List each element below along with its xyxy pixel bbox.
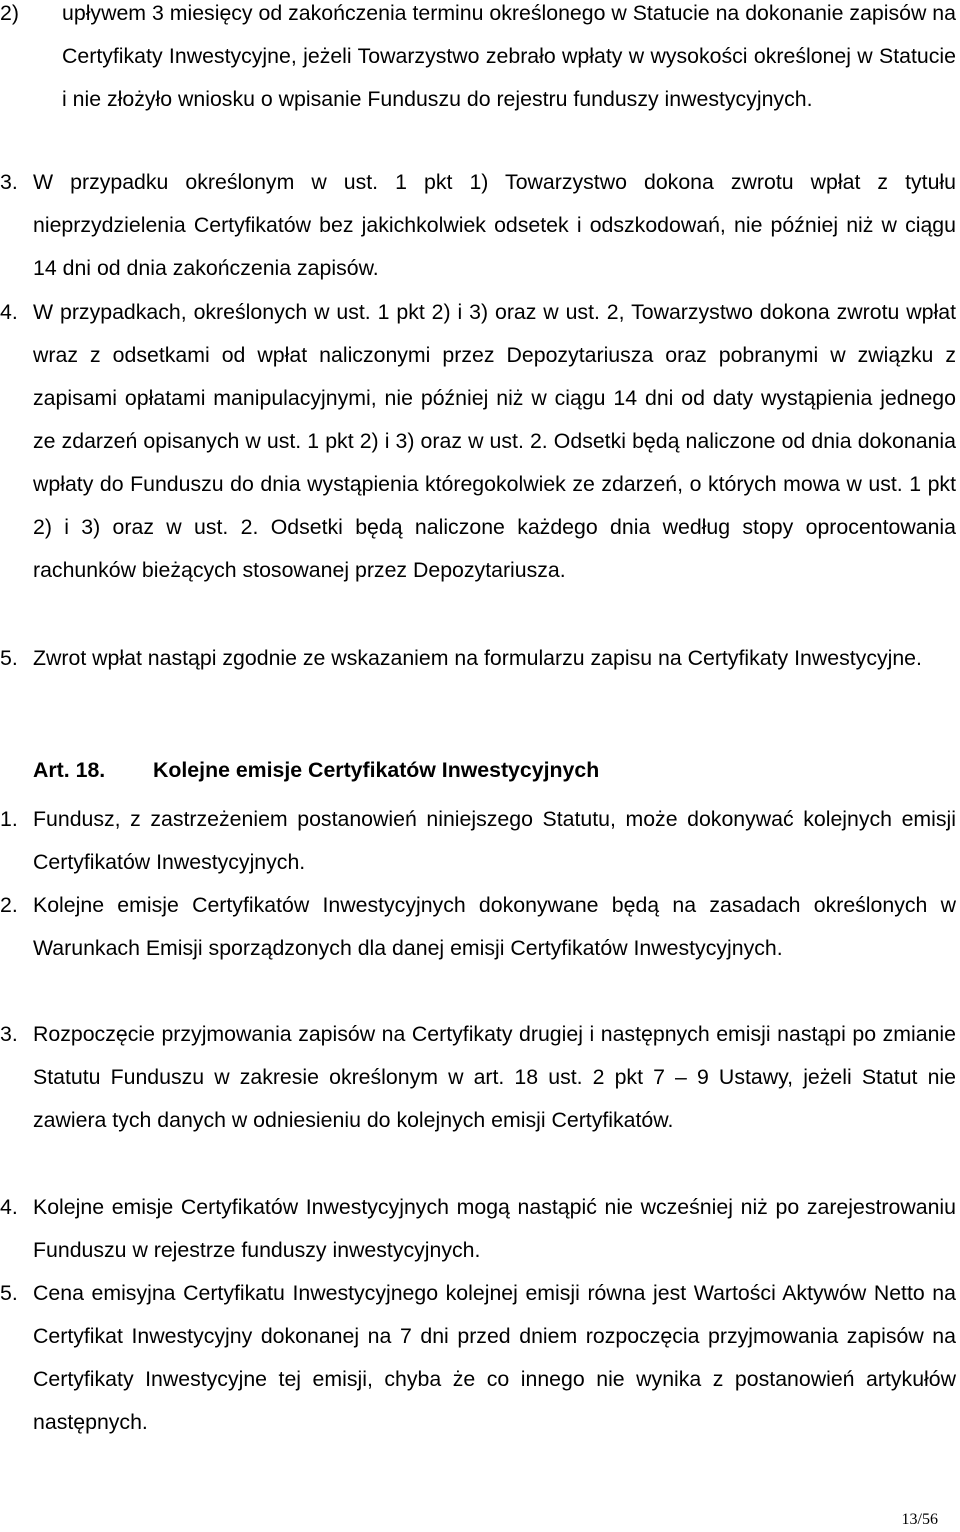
list-item bbox=[0, 798, 960, 884]
item-text: Cena emisyjna Certyfikatu Inwestycyjnego kolejnej emisji równa jest Wartości Aktywów Netto na Certyfikat Inwestycyjny dokonanej na 7 dni przed dniem rozpoczęcia przyjmowania zapisów na Certyfikaty Inwestycyjne tej emisji, chyba że co innego nie wynika z postanowień artykułów następnych. bbox=[33, 1281, 956, 1434]
item-text: upływem 3 miesięcy od zakończenia terminu określonego w Statucie na dokonanie zapisów na Certyfikaty Inwestycyjne, jeżeli Towarzystwo zebrało wpłaty w wysokości określonej w Statucie i nie złożyło wniosku o wpisanie Funduszu do rejestru funduszy inwestycyjnych. bbox=[62, 1, 956, 111]
page-number: 13/56 bbox=[901, 1511, 938, 1528]
item-text: Fundusz, z zastrzeżeniem postanowień niniejszego Statutu, może dokonywać kolejnych emisji Certyfikatów Inwestycyjnych. bbox=[33, 807, 956, 874]
list-item bbox=[0, 161, 960, 290]
item-text: W przypadku określonym w ust. 1 pkt 1) Towarzystwo dokona zwrotu wpłat z tytułu nieprzydzielenia Certyfikatów bez jakichkolwiek odsetek i odszkodowań, nie później niż w ciągu 14 dni od dnia zakończenia zapisów. bbox=[33, 170, 956, 280]
list-item bbox=[0, 1186, 960, 1272]
list-item bbox=[0, 1013, 960, 1142]
list-item bbox=[0, 1272, 960, 1444]
list-item bbox=[0, 291, 960, 592]
item-number: 1. bbox=[0, 807, 18, 831]
item-text: Zwrot wpłat nastąpi zgodnie ze wskazaniem na formularzu zapisu na Certyfikaty Inwestycyjne. bbox=[33, 646, 922, 670]
item-text: Kolejne emisje Certyfikatów Inwestycyjnych dokonywane będą na zasadach określonych w Warunkach Emisji sporządzonych dla danej emisji Certyfikatów Inwestycyjnych. bbox=[33, 893, 956, 960]
article-heading bbox=[0, 749, 960, 792]
item-number: 5. bbox=[0, 646, 18, 670]
list-item bbox=[0, 0, 960, 121]
item-text: Rozpoczęcie przyjmowania zapisów na Certyfikaty drugiej i następnych emisji nastąpi po zmianie Statutu Funduszu w zakresie określonym w art. 18 ust. 2 pkt 7 – 9 Ustawy, jeżeli Statut nie zawiera tych danych w odniesieniu do kolejnych emisji Certyfikatów. bbox=[33, 1022, 956, 1132]
article-title: Kolejne emisje Certyfikatów Inwestycyjnych bbox=[153, 758, 600, 782]
list-item bbox=[0, 637, 960, 680]
item-number: 3. bbox=[0, 1022, 18, 1046]
item-number: 4. bbox=[0, 300, 18, 324]
article-number: Art. 18. bbox=[33, 758, 106, 782]
item-number: 5. bbox=[0, 1281, 18, 1305]
list-item bbox=[0, 884, 960, 970]
item-number: 3. bbox=[0, 170, 18, 194]
item-text: Kolejne emisje Certyfikatów Inwestycyjnych mogą nastąpić nie wcześniej niż po zarejestrowaniu Funduszu w rejestrze funduszy inwestycyjnych. bbox=[33, 1195, 956, 1262]
item-number: 2) bbox=[0, 1, 19, 25]
item-number: 2. bbox=[0, 893, 18, 917]
item-text: W przypadkach, określonych w ust. 1 pkt 2) i 3) oraz w ust. 2, Towarzystwo dokona zwrotu wpłat wraz z odsetkami od wpłat naliczonymi przez Depozytariusza oraz pobranymi w związku z zapisami opłatami manipulacyjnymi, nie później niż w ciągu 14 dni od daty wystąpienia jednego ze zdarzeń opisanych w ust. 1 pkt 2) i 3) oraz w ust. 2. Odsetki będą naliczone od dnia dokonania wpłaty do Funduszu do dnia wystąpienia któregokolwiek ze zdarzeń, o których mowa w ust. 1 pkt 2) i 3) oraz w ust. 2. Odsetki będą naliczone każdego dnia według stopy oprocentowania rachunków bieżących stosowanej przez Depozytariusza. bbox=[33, 300, 956, 582]
item-number: 4. bbox=[0, 1195, 18, 1219]
